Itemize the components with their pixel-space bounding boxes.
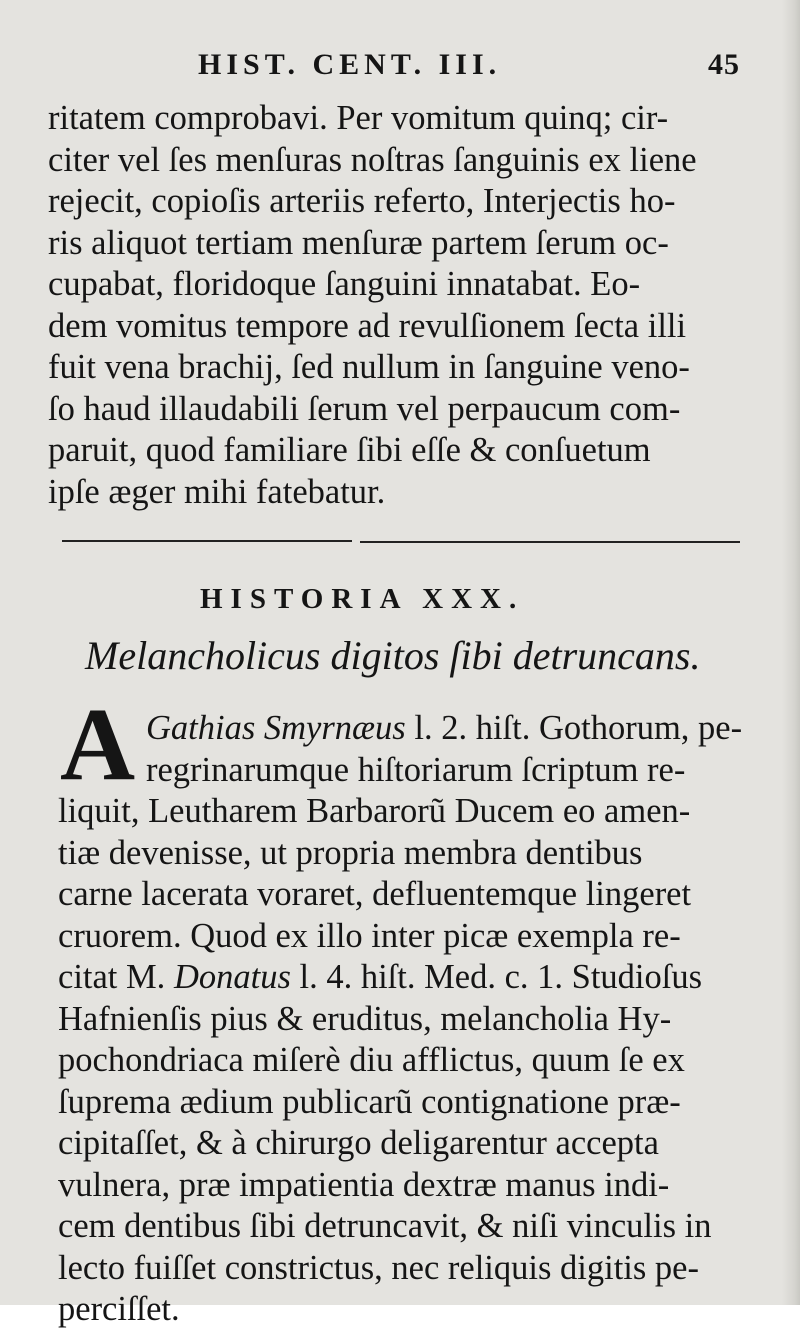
- text-run: citat M.: [58, 958, 174, 996]
- text-line: Hafnienſis pius & eruditus, melancholia Hy-: [58, 999, 672, 1038]
- running-head: HIST. CENT. III.: [198, 48, 502, 81]
- text-line: [58, 957, 758, 999]
- text-line: tiæ devenisse, ut propria membra dentibus: [58, 833, 643, 872]
- section-heading: HISTORIA XXX.: [200, 583, 525, 615]
- text-line: carne lacerata voraret, defluentemque lingeret: [58, 875, 692, 913]
- text-line: ipſe æger mihi fatebatur.: [48, 472, 386, 511]
- text-line: cruorem. Quod ex illo inter picæ exempla re-: [58, 916, 681, 955]
- author-name: Gathias Smyrnæus: [146, 709, 406, 747]
- text-line: ris aliquot tertiam menſuræ partem ſerum oc-: [48, 223, 669, 262]
- text-run: l. 4. hiſt. Med. c. 1. Studioſus: [290, 958, 703, 996]
- text-line: ſo haud illaudabili ſerum vel perpaucum com-: [48, 389, 681, 428]
- text-run: l. 2. hiſt. Gothorum, pe-: [405, 709, 743, 747]
- text-line: citer vel ſes menſuras noſtras ſanguinis ex liene: [48, 140, 697, 179]
- author-name: Donatus: [173, 958, 291, 996]
- text-line: ſuprema ædium publicarũ contignatione præ-: [58, 1082, 681, 1121]
- text-line: cupabat, floridoque ſanguini innatabat. Eo-: [48, 265, 641, 303]
- section-subtitle: Melancholicus digitos ſibi detruncans.: [85, 633, 701, 678]
- drop-cap: A: [60, 687, 136, 802]
- first-passage: [48, 98, 758, 513]
- section-divider: [62, 540, 740, 548]
- text-line: cem dentibus ſibi detruncavit, & niſi vinculis in: [58, 1207, 712, 1245]
- text-line: [58, 708, 758, 750]
- page-header: [180, 48, 740, 88]
- text-line: rejecit, copioſis arteriis referto, Interjectis ho-: [48, 182, 676, 220]
- text-line: vulnera, præ impatientia dextræ manus indi-: [58, 1165, 670, 1204]
- divider-rule-right: [360, 541, 740, 543]
- text-line: perciſſet.: [58, 1290, 180, 1328]
- text-line: paruit, quod familiare ſibi eſſe & conſuetum: [48, 431, 651, 469]
- text-line: lecto fuiſſet constrictus, nec reliquis digitis pe-: [58, 1248, 699, 1287]
- text-line: pochondriaca miſerè diu afflictus, quum ſe ex: [58, 1041, 685, 1079]
- text-line: liquit, Leutharem Barbarorũ Ducem eo amen-: [58, 792, 691, 830]
- page-number: 45: [708, 48, 740, 81]
- text-line: dem vomitus tempore ad revulſionem ſecta illi: [48, 306, 687, 345]
- divider-rule-left: [62, 540, 352, 542]
- text-line: cipitaſſet, & à chirurgo deligarentur accepta: [58, 1124, 659, 1162]
- text-line: ritatem comprobavi. Per vomitum quinq; cir-: [48, 99, 669, 137]
- second-passage: [58, 708, 758, 1331]
- text-line: regrinarumque hiſtoriarum ſcriptum re-: [146, 750, 686, 789]
- text-line: fuit vena brachij, ſed nullum in ſanguine veno-: [48, 348, 690, 386]
- page-edge-shadow: [782, 0, 800, 1305]
